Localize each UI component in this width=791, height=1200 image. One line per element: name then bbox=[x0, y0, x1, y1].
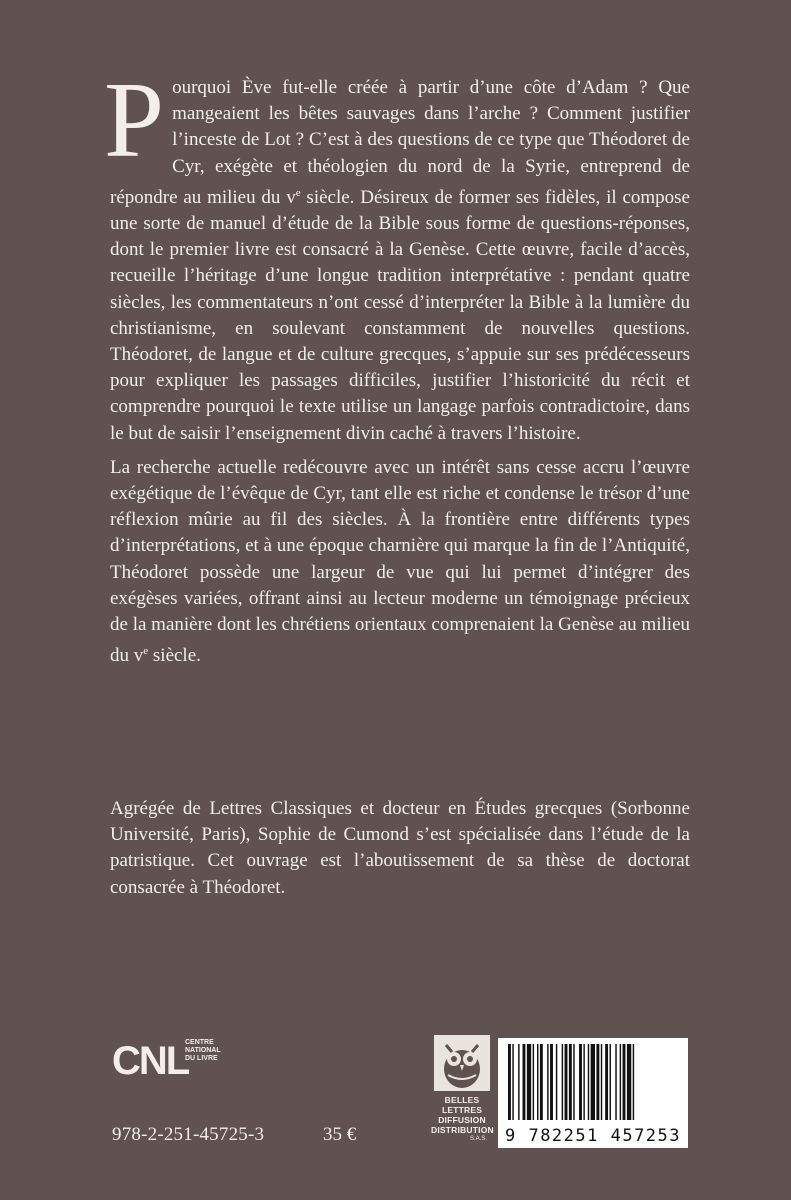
barcode-bar bbox=[579, 1044, 582, 1120]
barcode-bar bbox=[605, 1044, 608, 1120]
summary-paragraph-1-part-b: siècle. Désireux de former ses fidèles, il compose une sorte de manuel d’étude de la Bible sous forme de questions-réponses, dont le premier livre est consacré à la Genèse. Cette œuvre, facile d’accès, recueille l’héritage d’une longue tradition interprétative : pendant quatre siècles, les commentateurs n’ont cessé d’interpréter la Bible à la lumière du christianisme, en soulevant constamment de nouvelles questions. Théodoret, de langue et de culture grecques, s’appuie sur ses prédécesseurs pour expliquer les passages difficiles, justifier l’historicité du récit et comprendre pourquoi le texte utilise un langage parfois contradictoire, dans le but de saisir l’enseignement divin caché à travers l’histoire. bbox=[110, 186, 690, 444]
barcode-bar bbox=[518, 1044, 519, 1120]
publisher-line-2: DIFFUSION bbox=[438, 1115, 486, 1125]
cnl-logo-line1: CENTRE bbox=[185, 1039, 214, 1046]
barcode-bars bbox=[498, 1038, 688, 1128]
barcode-bar bbox=[550, 1044, 553, 1120]
cnl-logo-letters: CNL bbox=[112, 1039, 189, 1082]
cnl-logo bbox=[112, 1030, 222, 1082]
barcode-bar bbox=[591, 1044, 595, 1120]
barcode-bar bbox=[540, 1044, 543, 1120]
price: 35 € bbox=[323, 1124, 357, 1145]
summary-paragraph-1 bbox=[104, 61, 690, 447]
barcode-bar bbox=[588, 1044, 589, 1120]
barcode-bar bbox=[623, 1044, 626, 1120]
barcode-digits: 9 782251 457253 bbox=[504, 1126, 682, 1146]
barcode-bar bbox=[583, 1044, 584, 1120]
barcode-bar bbox=[596, 1044, 599, 1120]
century-superscript-2: e bbox=[143, 645, 149, 658]
barcode-bar bbox=[633, 1044, 634, 1120]
barcode-bar bbox=[556, 1044, 557, 1120]
summary-text bbox=[104, 61, 690, 669]
summary-paragraph-2-part-b: siècle. bbox=[148, 645, 201, 667]
barcode-bar bbox=[601, 1044, 602, 1120]
cnl-logo-line3: DU LIVRE bbox=[185, 1055, 218, 1062]
barcode-bar bbox=[610, 1044, 611, 1120]
barcode-bar bbox=[627, 1044, 631, 1120]
century-superscript: e bbox=[295, 186, 301, 199]
summary-paragraph-1-part-a: ourquoi Ève fut-elle créée à partir d’une côte d’Adam ? Que mangeaient les bêtes sauvages dans l’arche ? Comment justifier l’inceste de Lot ? C’est à des questions de ce type que Théodoret de Cyr, exégète et théologien du nord de la Syrie, entreprend de répondre au milieu du v bbox=[110, 77, 690, 208]
barcode-bar bbox=[533, 1044, 534, 1120]
owl-icon bbox=[434, 1035, 490, 1091]
barcode-bar bbox=[537, 1044, 538, 1120]
barcode-bar bbox=[573, 1044, 574, 1120]
barcode bbox=[498, 1038, 688, 1148]
isbn: 978-2-251-45725-3 bbox=[112, 1124, 265, 1145]
barcode-bar bbox=[512, 1044, 513, 1120]
summary-paragraph-2-part-a: La recherche actuelle redécouvre avec un intérêt sans cesse accru l’œuvre exégétique de l’évêque de Cyr, tant elle est riche et condense le trésor d’une réflexion mûrie au fil des siècles. À la frontière entre différents types d’interprétations, et à une époque charnière qui marque la fin de l’Antiquité, Théodoret possède une largeur de vue qui lui permet d’intégrer des exégèses variées, offrant ainsi au lecteur moderne un témoignage précieux de la manière dont les chrétiens orientaux comprenaient la Genèse au milieu du v bbox=[110, 456, 690, 667]
barcode-bar bbox=[527, 1044, 531, 1120]
cnl-logo-line2: NATIONAL bbox=[185, 1047, 221, 1054]
drop-cap: P bbox=[104, 61, 165, 180]
barcode-bar bbox=[562, 1044, 563, 1120]
barcode-bar bbox=[547, 1044, 548, 1120]
barcode-bar bbox=[508, 1044, 511, 1120]
barcode-bar bbox=[620, 1044, 621, 1120]
barcode-bar bbox=[565, 1044, 568, 1120]
barcode-bar bbox=[523, 1044, 526, 1120]
barcode-bar bbox=[615, 1044, 616, 1120]
publisher-logo bbox=[431, 1035, 493, 1145]
publisher-line-4: S.A.S. bbox=[469, 1136, 487, 1142]
publisher-line-1: BELLES LETTRES bbox=[441, 1095, 483, 1115]
barcode-bar bbox=[569, 1044, 572, 1120]
summary-paragraph-2 bbox=[110, 455, 690, 670]
author-bio: Agrégée de Lettres Classiques et docteur en Études grecques (Sorbonne Université, Paris), Sophie de Cumond s’est spécialisée dans l’étude de la patristique. Cet ouvrage est l’aboutissement de sa thèse de doctorat consacrée à Théodoret. bbox=[110, 798, 690, 898]
publisher-line-3: DISTRIBUTION bbox=[431, 1125, 494, 1135]
